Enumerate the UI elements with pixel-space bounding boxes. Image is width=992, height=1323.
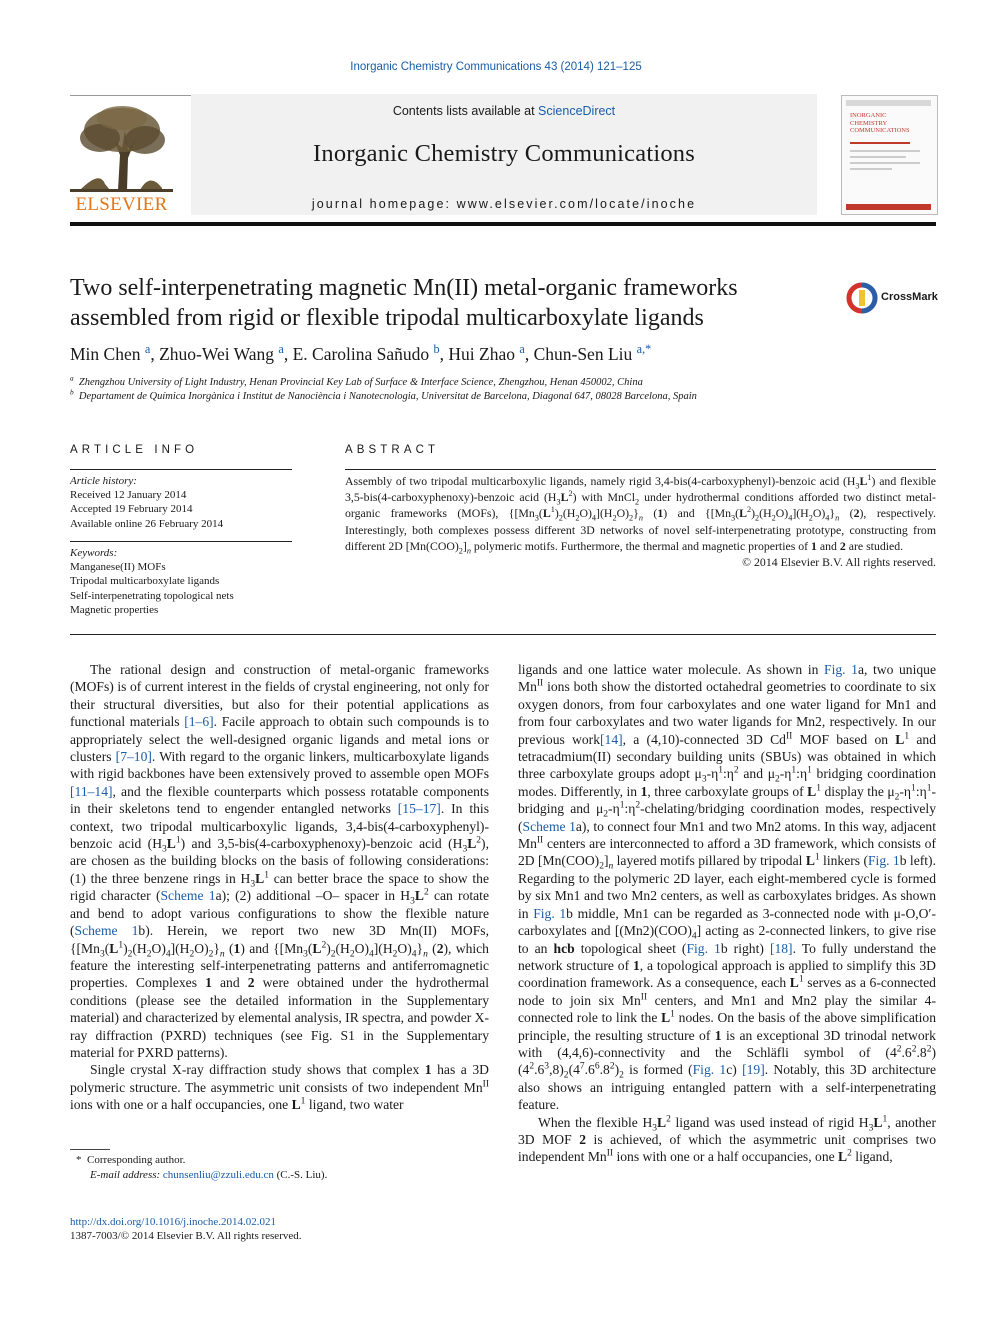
doi-url[interactable]: http://dx.doi.org/10.1016/j.inoche.2014.02.021 — [70, 1216, 277, 1228]
history-label: Article history: — [70, 475, 137, 487]
contents-line: Contents lists available at ScienceDirect — [392, 104, 616, 118]
crossmark-label: CrossMark — [881, 291, 938, 303]
body-paragraph: The rational design and construction of metal-organic frameworks (MOFs) is of current interest in the fields of crystal engineering, not only for their structural diversities, but also for their potential applications as functional materials [1–6]. Facile approach to obtain such compounds is to appropriately select the well-designed organic ligands and metal ions or clusters [7–10]. With regard to the organic linkers, multicarboxylate ligands with rigid backbones have been extensively proved to assemble open MOFs [11–14], and the flexible counterparts which possess rotatable components in their skeletons tend to engender entangled networks [15–17]. In this context, two tripodal multicarboxylic ligands, 3,4-bis(4-carboxyphenyl)-benzoic acid $(H_3L^1)$ and 3,5-bis(4-carboxyphenoxy)-benzoic acid $(H_3L^2)$, are chosen as the building blocks on the basis of following considerations: (1) the three benzene rings in $H_3L^1$ can better brace the space to show the rigid character (Scheme 1a); (2) additional –O– spacer in $H_3L^2$ can rotate and bend to adopt various configurations to show the flexible nature (Scheme 1b). Herein, we report two new 3D Mn(II) MOFs, $\{[Mn_3(L^1)_2(H_2O)_4](H_2O)_2\}_n$ (1) and $\{[Mn_3(L^2)_2(H_2O)_4](H_2O)_4\}_n$ (2), which feature the interesting self-interpenetrating patterns and antiferromagnetic properties. Complexes 1 and 2 were obtained under the hydrothermal conditions (please see the detailed information in the Supplementary material) and characterized by elemental analysis, IR spectra, and powder X-ray diffraction (PXRD) techniques (see Fig. S1 in the Supplementary material for PXRD patterns). — [70, 662, 490, 1060]
reference-link[interactable]: [15–17] — [397, 801, 441, 817]
keyword: Magnetic properties — [70, 603, 159, 616]
author-name[interactable]: Hui Zhao — [448, 344, 516, 364]
abstract-heading: ABSTRACT — [345, 444, 440, 456]
crossmark-badge[interactable] — [846, 282, 941, 314]
body-paragraph: Single crystal X-ray diffraction study shows that complex 1 has a 3D polymeric structure. The asymmetric unit consists of two independent $Mn^{II}$ ions with one or a half occupancies, one $L^1$ ligand, two water — [70, 1062, 489, 1113]
reference-link[interactable]: [18] — [769, 940, 793, 956]
author-name[interactable]: Chun-Sen Liu — [533, 344, 633, 364]
author-list: Min Chen $^a$, Zhuo-Wei Wang $^a$, E. Carolina Sañudo $^b$, Hui Zhao $^a$, Chun-Sen Liu $^{a,*}$ — [70, 342, 652, 364]
figure-link[interactable]: Fig. 1 — [824, 662, 858, 677]
header-bottom-rule — [70, 222, 936, 226]
abstract-rule — [345, 469, 936, 470]
keywords-label: Keywords: — [70, 547, 118, 559]
scheme-link[interactable]: Scheme 1 — [522, 818, 576, 834]
corresponding-footnote: * Corresponding author. — [76, 1154, 186, 1166]
doi-link[interactable] — [70, 1215, 276, 1230]
affiliation-a: $^a$ Zhengzhou University of Light Industry, Henan Provincial Key Lab of Surface & Interface Science, Zhengzhou, Henan 450002, China — [70, 373, 643, 388]
cover-title-line: CHEMISTRY — [850, 119, 888, 127]
received-date: Received 12 January 2014 — [70, 489, 187, 502]
scheme-link[interactable]: Scheme 1 — [74, 923, 139, 939]
online-date: Available online 26 February 2014 — [70, 517, 224, 530]
figure-link[interactable]: Fig. 1 — [686, 940, 721, 956]
abstract-bottom-rule — [70, 634, 936, 635]
crossmark-icon — [846, 282, 878, 314]
abstract-copyright: © 2014 Elsevier B.V. All rights reserved. — [742, 555, 936, 570]
author-name[interactable]: E. Carolina Sañudo — [292, 344, 430, 364]
affiliation-mark[interactable]: a — [519, 342, 525, 357]
keyword: Manganese(II) MOFs — [70, 561, 166, 574]
affiliation-mark[interactable]: a — [278, 342, 284, 357]
keyword: Tripodal multicarboxylate ligands — [70, 575, 220, 588]
reference-link[interactable]: [19] — [742, 1062, 765, 1078]
journal-name: Inorganic Chemistry Communications — [313, 140, 695, 167]
body-right-column — [518, 661, 936, 1166]
affiliation-b: $^b$ Departament de Química Inorgànica i Institut de Nanociència i Nanotecnologia, Universitat de Barcelona, Diagonal 647, 08028 Barcelona, Spain — [70, 387, 697, 402]
figure-link[interactable]: Fig. 1 — [533, 905, 567, 921]
affiliation-label: a — [70, 373, 74, 383]
footnote-rule — [70, 1149, 110, 1150]
body-paragraph: When the flexible $H_3L^2$ ligand was used instead of rigid $H_3L^1$, another 3D MOF 2 is achieved, of which the asymmetric unit comprises two independent $Mn^{II}$ ions with one or a half occupancies, one $L^2$ ligand, — [518, 1114, 937, 1165]
info-rule — [70, 469, 292, 470]
reference-link[interactable]: [7–10] — [115, 749, 152, 765]
figure-link[interactable]: Fig. 1 — [868, 853, 900, 869]
article-title: Two self-interpenetrating magnetic Mn(II) metal-organic frameworks assembled from rigid or flexible tripodal multicarboxylate ligands — [70, 275, 738, 331]
keywords-rule — [70, 541, 292, 542]
affiliation-label: b — [70, 387, 74, 397]
abstract-body: Assembly of two tripodal multicarboxylic ligands, namely rigid 3,4-bis(4-carboxyphenyl)-benzoic acid $(H_3L^1)$ and flexible 3,5-bis(4-carboxyphenoxy)-benzoic acid $(H_3L^2)$ with MnCl$_2$ under hydrothermal conditions afforded two distinct metal-organic frameworks (MOFs), $\{[Mn_3(L^1)_2(H_2O)_4](H_2O)_2\}_n$ (1) and $\{[Mn_3(L^2)_2(H_2O)_4](H_2O)_4\}_n$ (2), respectively. Interestingly, both complexes possess different 3D networks of novel self-interpenetrating prototype, constructing from different 2D $[Mn(COO)_2]_n$ polymeric motifs. Furthermore, the thermal and magnetic properties of 1 and 2 are studied. © 2014 Elsevier B.V. All rights reserved. — [345, 473, 936, 570]
body-paragraph: ligands and one lattice water molecule. As shown in Fig. 1a, two unique $Mn^{II}$ ions both show the distorted octahedral geometries to coordinate to six oxygen donors, from four carboxylates and one water ligand for Mn1 and from four carboxylates and two water ligands for Mn2, respectively. In our previous work[14], a (4,10)-connected 3D $Cd^{II}$ MOF based on $L^1$ and tetracadmium(II) secondary building units (SBUs) was obtained in which three carboxylate groups adopt $\mu_3-\eta^1:\eta^2$ and $\mu_2-\eta^1:\eta^1$ bridging coordination modes. Differently, in 1, three carboxylate groups of $L^1$ display the $\mu_2-\eta^1:\eta^1$-bridging and $\mu_2-\eta^1:\eta^2-chelating$/bridging coordination modes, respectively (Scheme 1a), to connect four Mn1 and two Mn2 atoms. In this way, adjacent $Mn^{II}$ centers are interconnected to afford a 3D framework, which consists of 2D $[Mn(COO)_2]_n$ layered motifs pillared by tripodal $L^1$ linkers (Fig. 1b left). Regarding to the polymeric 2D layer, each eight-membered cycle is formed by six Mn1 and two Mn2 centers, as well as carboxylates bridges. As shown in Fig. 1b middle, Mn1 can be regarded as 3-connected node with μ-O,O′-carboxylates and $[(Mn2)(COO)_4]$ acting as 2-connected linkers, to give rise to an hcb topological sheet (Fig. 1b right) [18]. To fully understand the network structure of 1, a topological approach is applied to simplify this 3D coordination framework. As a consequence, each $L^1$ serves as a 6-connected node to join six $Mn^{II}$ centers, and Mn1 and Mn2 play the similar 4-connected role to link the $L^1$ nodes. On the basis of the above simplification principle, the resulting structure of 1 is an exceptional 3D trinodal network with (4,4,6)-connectivity and the Schläfli symbol of $(4^2.6^2.8^2)(4^2.6^3,8)_2(4^7.6^6.8^2)_2$ is formed (Fig. 1c) [19]. Notably, this 3D architecture also shows an intriguing entangled pattern with a self-interpenetrating feature. — [518, 662, 937, 1113]
cover-title-line: INORGANIC — [850, 112, 887, 119]
affiliation-mark[interactable]: a,* — [636, 342, 652, 357]
affiliation-mark[interactable]: b — [433, 342, 440, 357]
keywords — [70, 546, 292, 617]
author-name[interactable]: Zhuo-Wei Wang — [159, 344, 275, 364]
sciencedirect-link[interactable]: ScienceDirect — [538, 104, 616, 118]
accepted-date: Accepted 19 February 2014 — [70, 503, 193, 516]
elsevier-wordmark: ELSEVIER — [75, 194, 168, 215]
author-name[interactable]: Min Chen — [70, 344, 141, 364]
body-left-column — [70, 661, 489, 1114]
figure-link[interactable]: Fig. 1 — [692, 1062, 727, 1078]
issn-line: 1387-7003/© 2014 Elsevier B.V. All rights reserved. — [70, 1230, 302, 1242]
reference-link[interactable]: [11–14] — [70, 783, 113, 799]
keyword: Self-interpenetrating topological nets — [70, 589, 234, 602]
email-footnote: E-mail address: chunsenliu@zzuli.edu.cn (C.-S. Liu). — [90, 1169, 328, 1181]
journal-homepage[interactable]: journal homepage: www.elsevier.com/locate/inoche — [311, 197, 697, 211]
article-info-heading: ARTICLE INFO — [70, 444, 199, 456]
journal-citation[interactable]: Inorganic Chemistry Communications 43 (2014) 121–125 — [350, 61, 642, 73]
article-history — [70, 474, 292, 531]
reference-link[interactable]: [14] — [600, 731, 623, 747]
email-link[interactable]: chunsenliu@zzuli.edu.cn — [162, 1169, 274, 1181]
reference-link[interactable]: [1–6] — [184, 714, 214, 730]
journal-cover-thumbnail[interactable] — [841, 95, 938, 215]
scheme-link[interactable]: Scheme 1 — [160, 888, 216, 904]
affiliation-mark[interactable]: a — [144, 342, 151, 357]
cover-title-line: COMMUNICATIONS — [850, 127, 910, 134]
